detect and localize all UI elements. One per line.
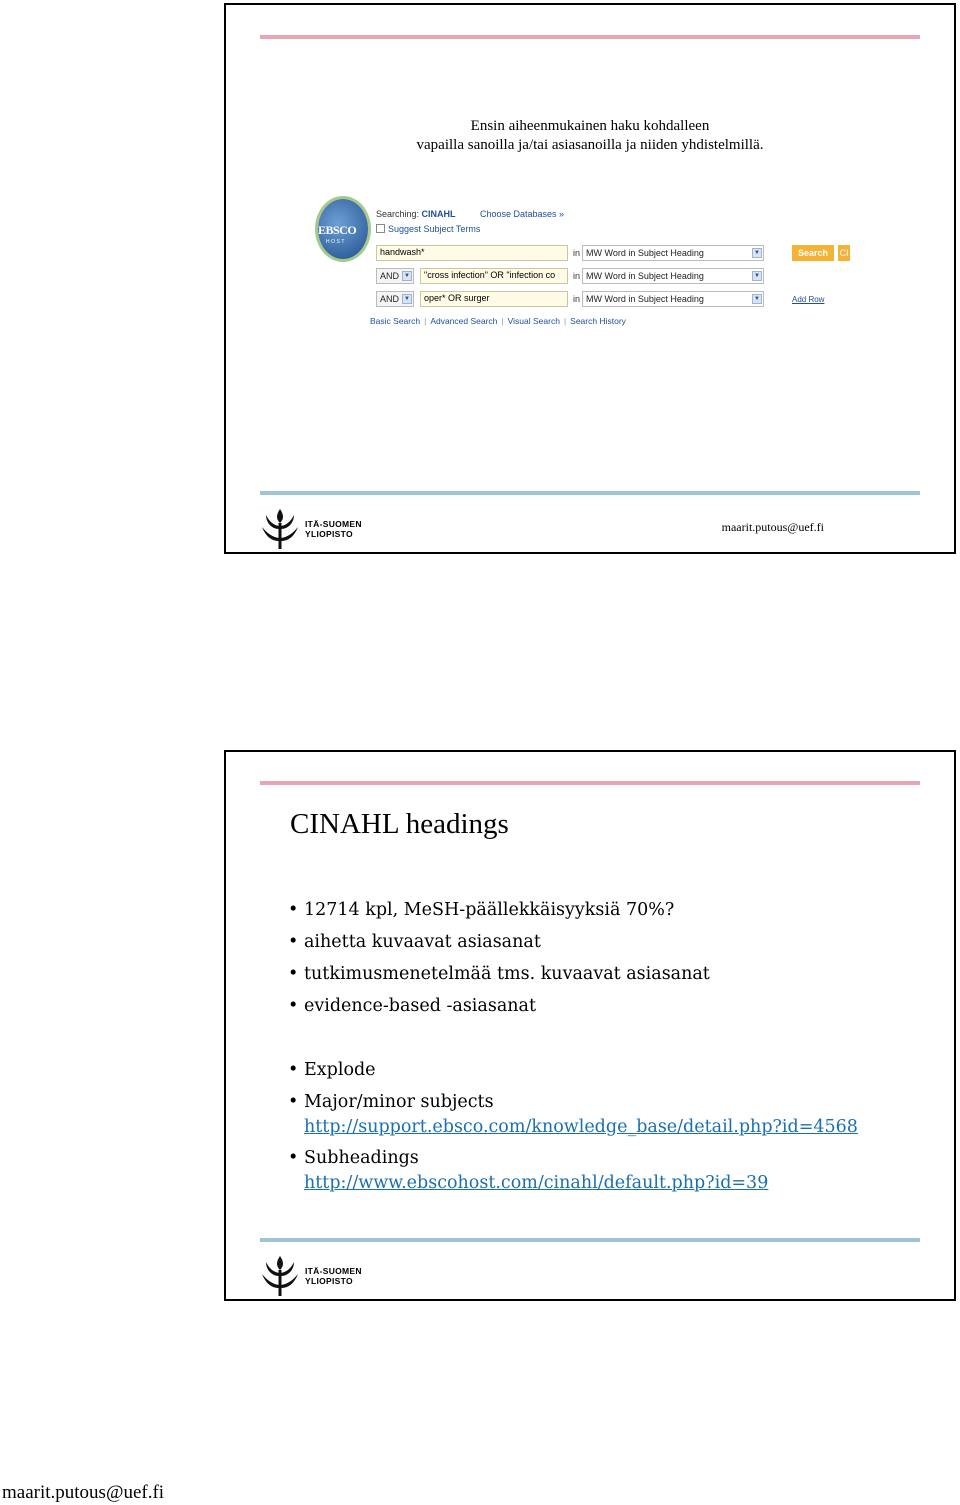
chevron-down-icon: ▼ [402, 271, 412, 281]
visual-search-link[interactable]: Visual Search [507, 316, 560, 326]
operator-select-3[interactable]: AND ▼ [376, 291, 414, 307]
in-label: in [573, 294, 581, 304]
university-emblem-icon [260, 1254, 300, 1296]
search-term-input-1[interactable]: handwash* [376, 245, 568, 261]
ebsco-logo-sub: HOST [326, 239, 346, 245]
top-accent-bar [260, 781, 920, 785]
university-emblem-icon [260, 507, 300, 549]
add-row-link[interactable]: Add Row [792, 295, 825, 304]
choose-databases-link[interactable]: Choose Databases » [480, 209, 565, 219]
intro-line-1: Ensin aiheenmukainen haku kohdalleen [470, 118, 710, 134]
search-row-2 [376, 268, 846, 284]
chevron-down-icon: ▼ [752, 294, 762, 304]
clear-button[interactable]: Cl [838, 245, 850, 261]
page-footer-email: maarit.putous@uef.fi [2, 1482, 165, 1503]
search-button[interactable]: Search [792, 245, 834, 261]
in-label: in [573, 248, 581, 258]
database-name: CINAHL [421, 209, 456, 219]
bullet-item: • Subheadings [288, 1148, 419, 1168]
search-history-link[interactable]: Search History [570, 316, 626, 326]
search-term-input-2[interactable]: "cross infection" OR "infection co [420, 268, 568, 284]
slide-2 [224, 750, 956, 1301]
suggest-subject-terms[interactable]: Suggest Subject Terms [376, 224, 480, 234]
bottom-accent-bar [260, 1238, 920, 1242]
ebsco-search-screenshot [318, 195, 849, 330]
search-mode-links: Basic Search | Advanced Search | Visual Search | Search History [370, 316, 626, 326]
major-minor-link[interactable]: http://support.ebsco.com/knowledge_base/detail.php?id=4568 [304, 1117, 858, 1137]
slide-1 [224, 3, 956, 554]
intro-line-2: vapailla sanoilla ja/tai asiasanoilla ja niiden yhdistelmillä. [416, 137, 764, 153]
bullet-item: • Explode [288, 1060, 376, 1080]
bullet-item: • evidence-based -asiasanat [288, 996, 536, 1016]
bullet-item: • Major/minor subjects [288, 1092, 494, 1112]
bullet-item: • aihetta kuvaavat asiasanat [288, 932, 541, 952]
field-select-3[interactable]: MW Word in Subject Heading ▼ [582, 291, 764, 307]
search-row-3 [376, 291, 846, 307]
operator-select-2[interactable]: AND ▼ [376, 268, 414, 284]
ebsco-logo-text: EBSCO [318, 223, 357, 237]
bullet-item: • 12714 kpl, MeSH-päällekkäisyyksiä 70%? [288, 900, 675, 920]
searching-label: Searching: CINAHL [376, 209, 456, 219]
search-term-input-3[interactable]: oper* OR surger [420, 291, 568, 307]
field-select-2[interactable]: MW Word in Subject Heading ▼ [582, 268, 764, 284]
university-name: ITÄ-SUOMEN YLIOPISTO [305, 1266, 362, 1286]
ebsco-logo [318, 199, 368, 259]
university-logo [260, 1254, 370, 1296]
chevron-down-icon: ▼ [752, 271, 762, 281]
basic-search-link[interactable]: Basic Search [370, 316, 421, 326]
bullet-item: • tutkimusmenetelmää tms. kuvaavat asiasanat [288, 964, 710, 984]
chevron-down-icon: ▼ [752, 248, 762, 258]
suggest-checkbox[interactable] [376, 224, 385, 233]
university-logo [260, 507, 370, 549]
slide-email: maarit.putous@uef.fi [721, 520, 824, 534]
chevron-down-icon: ▼ [402, 294, 412, 304]
advanced-search-link[interactable]: Advanced Search [430, 316, 498, 326]
field-select-1[interactable]: MW Word in Subject Heading ▼ [582, 245, 764, 261]
subheadings-link[interactable]: http://www.ebscohost.com/cinahl/default.php?id=39 [304, 1173, 769, 1193]
search-row-1 [376, 245, 849, 261]
top-accent-bar [260, 35, 920, 39]
intro-text [226, 117, 954, 155]
university-name: ITÄ-SUOMEN YLIOPISTO [305, 519, 362, 539]
slide-title: CINAHL headings [290, 808, 509, 840]
in-label: in [573, 271, 581, 281]
bottom-accent-bar [260, 491, 920, 495]
